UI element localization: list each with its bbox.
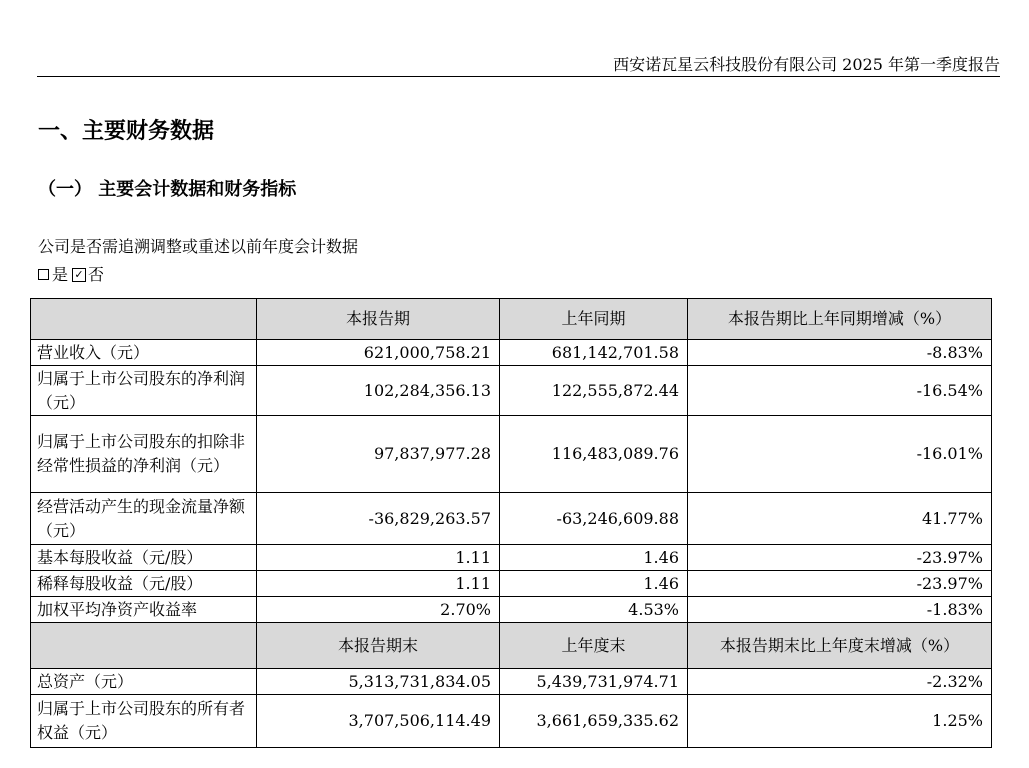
cell-change: -23.97% bbox=[688, 545, 992, 571]
cell-current: 2.70% bbox=[257, 597, 500, 623]
row-label: 归属于上市公司股东的所有者权益（元） bbox=[31, 695, 257, 748]
cell-change: -1.83% bbox=[688, 597, 992, 623]
table-row bbox=[31, 340, 992, 366]
cell-change: -16.54% bbox=[688, 366, 992, 416]
table-row bbox=[31, 493, 992, 545]
table-row bbox=[31, 597, 992, 623]
cell-prior: 3,661,659,335.62 bbox=[500, 695, 688, 748]
table-row bbox=[31, 545, 992, 571]
row-label: 稀释每股收益（元/股） bbox=[31, 571, 257, 597]
table-row bbox=[31, 571, 992, 597]
cell-prior: 5,439,731,974.71 bbox=[500, 669, 688, 695]
column-header-current: 本报告期 bbox=[257, 299, 500, 340]
header-divider bbox=[37, 76, 1000, 77]
cell-prior: -63,246,609.88 bbox=[500, 493, 688, 545]
cell-current: -36,829,263.57 bbox=[257, 493, 500, 545]
cell-change: 41.77% bbox=[688, 493, 992, 545]
cell-prior: 116,483,089.76 bbox=[500, 416, 688, 493]
cell-current: 1.11 bbox=[257, 571, 500, 597]
option-no-label: 否 bbox=[88, 265, 105, 284]
cell-prior: 1.46 bbox=[500, 571, 688, 597]
table-corner-cell bbox=[31, 623, 257, 669]
cell-current: 621,000,758.21 bbox=[257, 340, 500, 366]
row-label: 归属于上市公司股东的扣除非经常性损益的净利润（元） bbox=[31, 416, 257, 493]
column-header-change: 本报告期比上年同期增减（%） bbox=[688, 299, 992, 340]
restatement-options bbox=[38, 262, 104, 285]
row-label: 经营活动产生的现金流量净额（元） bbox=[31, 493, 257, 545]
column-header-prior: 上年同期 bbox=[500, 299, 688, 340]
cell-current: 3,707,506,114.49 bbox=[257, 695, 500, 748]
cell-prior: 122,555,872.44 bbox=[500, 366, 688, 416]
section-title: 一、主要财务数据 bbox=[38, 119, 215, 144]
cell-current: 5,313,731,834.05 bbox=[257, 669, 500, 695]
section-subtitle: （一） 主要会计数据和财务指标 bbox=[38, 179, 297, 200]
financial-data-table bbox=[30, 298, 992, 748]
cell-change: -2.32% bbox=[688, 669, 992, 695]
report-header-title: 西安诺瓦星云科技股份有限公司 2025 年第一季度报告 bbox=[613, 55, 1000, 74]
option-yes-label: 是 bbox=[52, 265, 69, 284]
cell-change: 1.25% bbox=[688, 695, 992, 748]
table-row bbox=[31, 366, 992, 416]
row-label: 总资产（元） bbox=[31, 669, 257, 695]
table-row bbox=[31, 416, 992, 493]
column-header-change-vs-year-end: 本报告期末比上年度末增减（%） bbox=[688, 623, 992, 669]
cell-change: -16.01% bbox=[688, 416, 992, 493]
table-row bbox=[31, 669, 992, 695]
table-header-row bbox=[31, 623, 992, 669]
column-header-prior-year-end: 上年度末 bbox=[500, 623, 688, 669]
row-label: 基本每股收益（元/股） bbox=[31, 545, 257, 571]
table-corner-cell bbox=[31, 299, 257, 340]
cell-prior: 681,142,701.58 bbox=[500, 340, 688, 366]
cell-change: -23.97% bbox=[688, 571, 992, 597]
row-label: 营业收入（元） bbox=[31, 340, 257, 366]
cell-current: 97,837,977.28 bbox=[257, 416, 500, 493]
table-row bbox=[31, 695, 992, 748]
column-header-period-end: 本报告期末 bbox=[257, 623, 500, 669]
row-label: 归属于上市公司股东的净利润（元） bbox=[31, 366, 257, 416]
cell-prior: 1.46 bbox=[500, 545, 688, 571]
table-header-row bbox=[31, 299, 992, 340]
cell-current: 102,284,356.13 bbox=[257, 366, 500, 416]
checkbox-yes[interactable] bbox=[38, 269, 49, 280]
row-label: 加权平均净资产收益率 bbox=[31, 597, 257, 623]
restatement-question: 公司是否需追溯调整或重述以前年度会计数据 bbox=[38, 237, 359, 256]
cell-change: -8.83% bbox=[688, 340, 992, 366]
cell-current: 1.11 bbox=[257, 545, 500, 571]
checkbox-no-checked-icon[interactable]: ✓ bbox=[72, 268, 86, 282]
cell-prior: 4.53% bbox=[500, 597, 688, 623]
